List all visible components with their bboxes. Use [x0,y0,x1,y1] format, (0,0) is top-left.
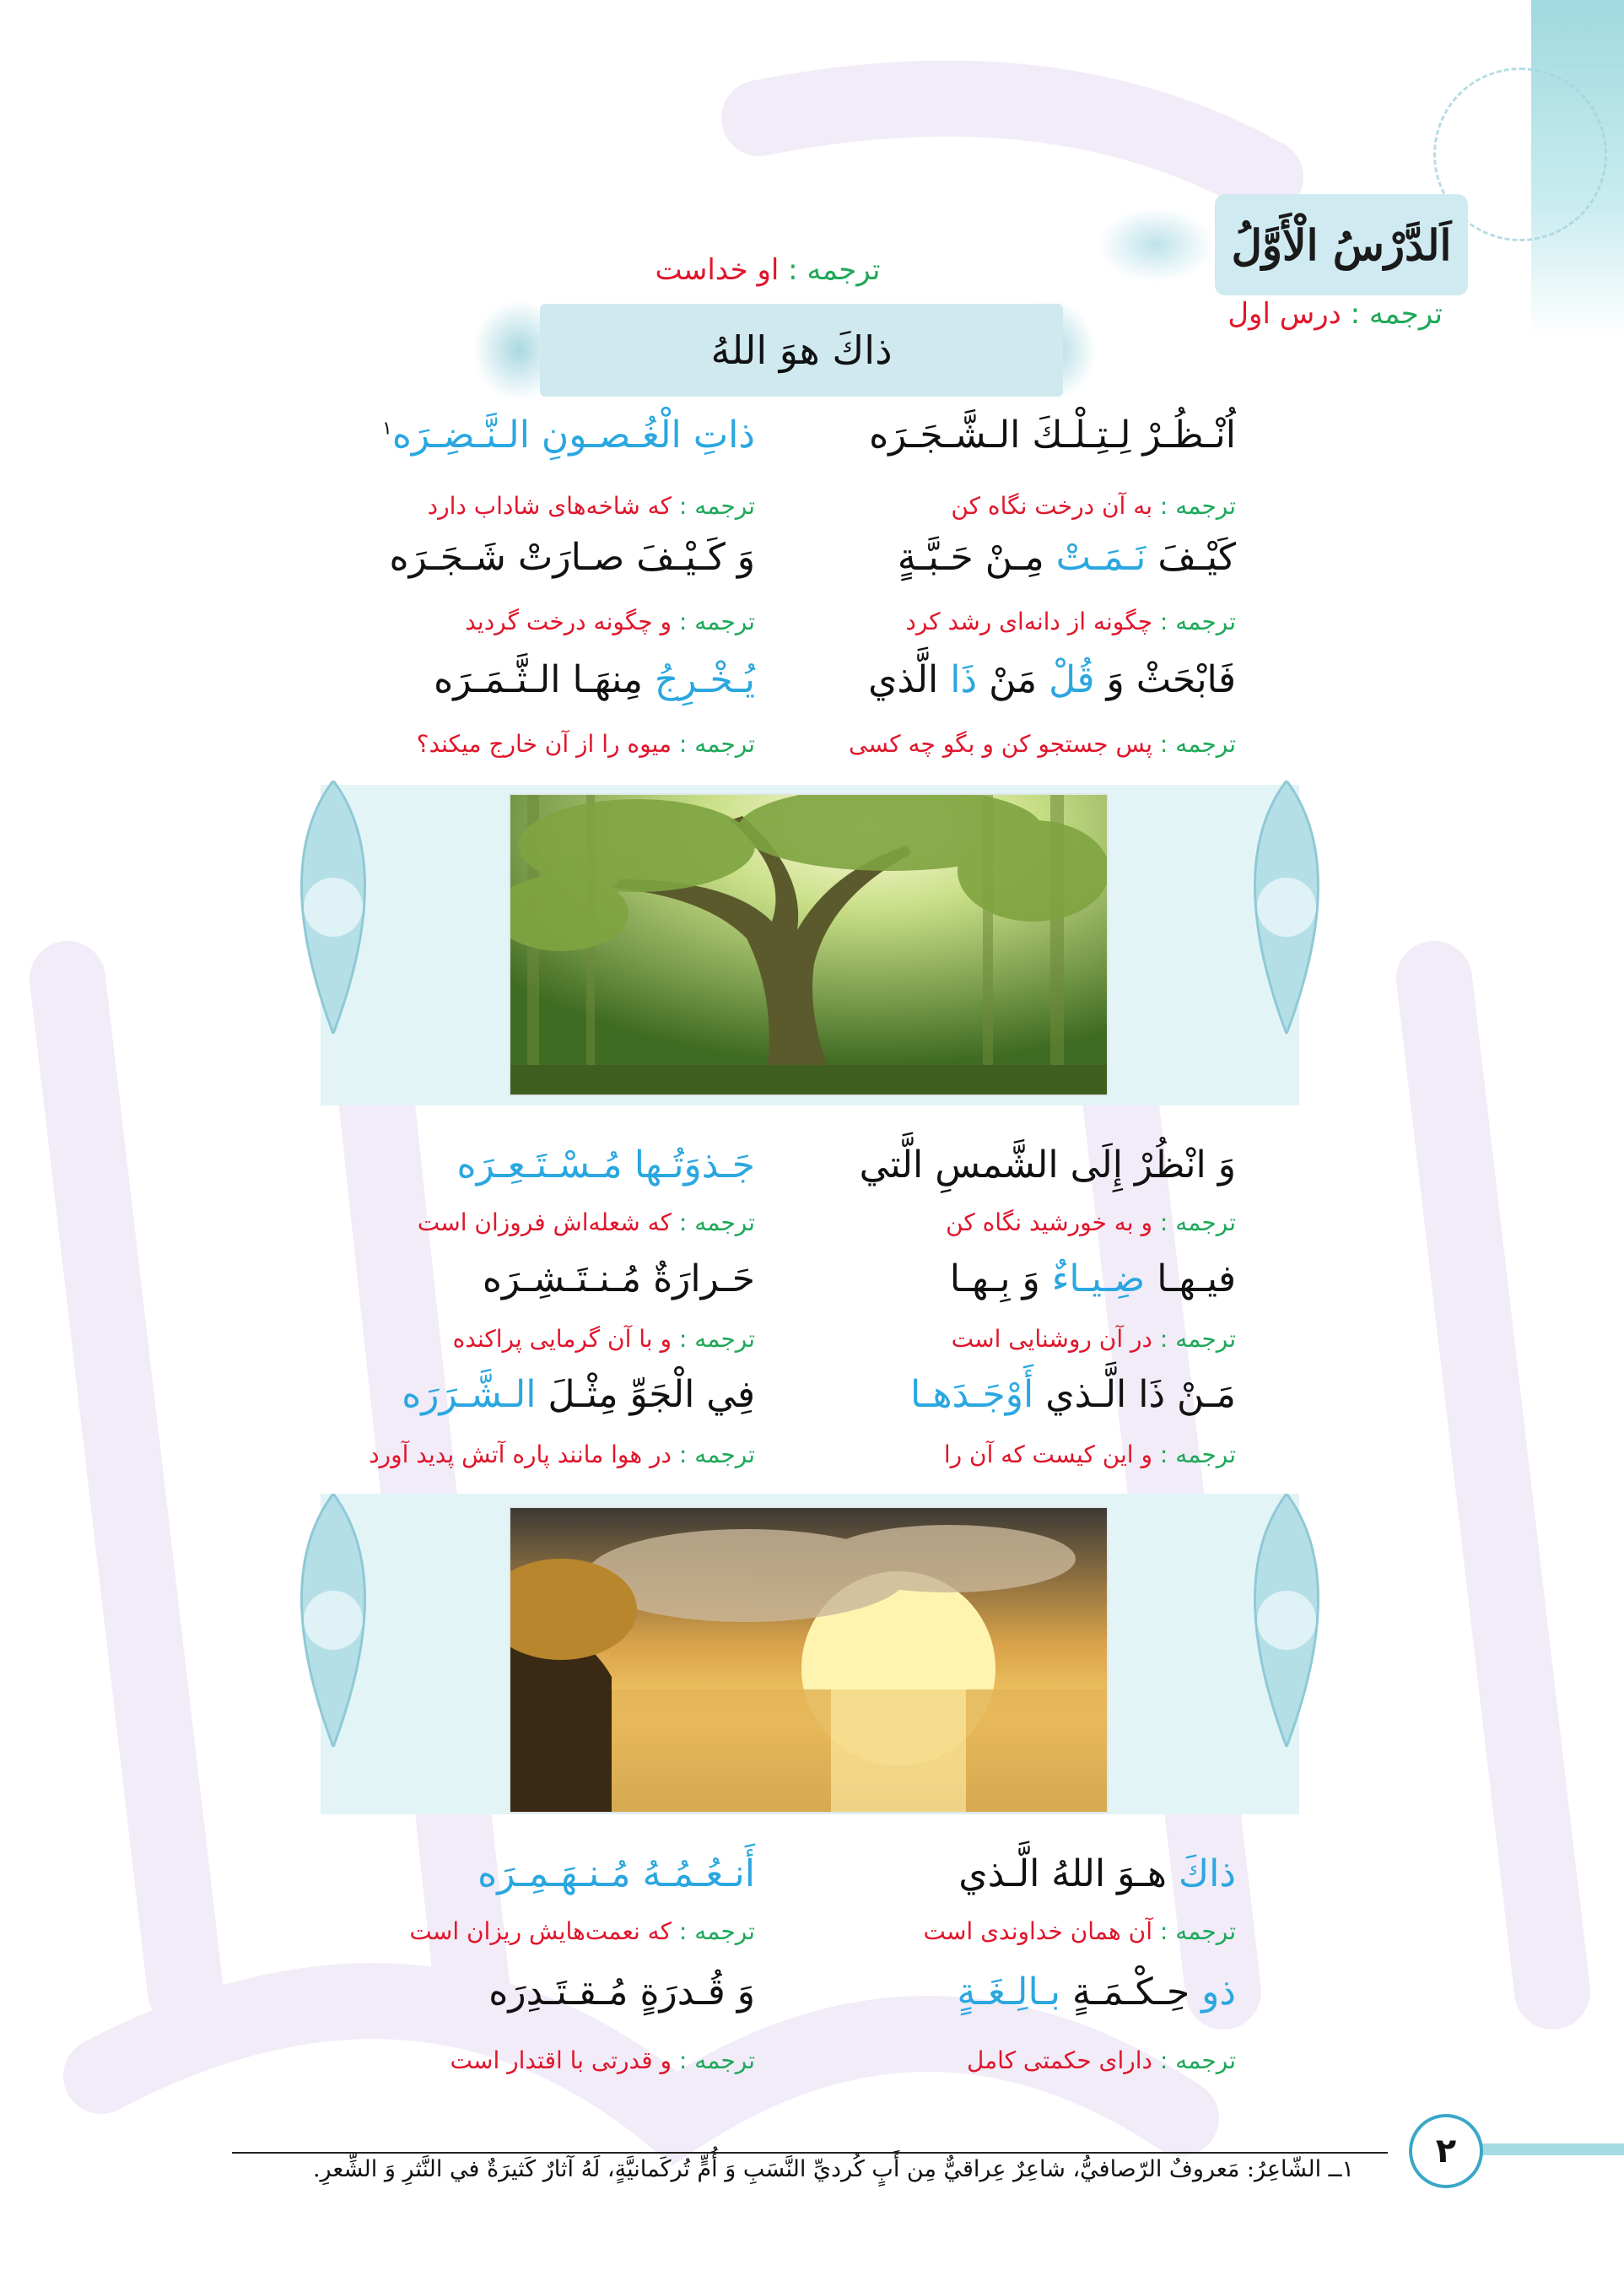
translation: ترجمه : و چگونه درخت گردید [465,608,755,635]
verse-line: جَـذوَتُـها مُـسْـتَـعِـرَه [456,1143,755,1187]
translation: ترجمه : میوه را از آن خارج میکند؟ [416,730,755,758]
translation: ترجمه : و با آن گرمایی پراکنده [452,1325,755,1353]
floral-ornament-left-icon [270,781,397,1034]
lesson-title: اَلدَّرْسُ الْأَوَّلُ [1231,219,1452,270]
verse-line: فِي الْجَوِّ مِثْـلَ الـشَّـرَرَه [402,1373,755,1416]
verse-line: وَ انْظُرْ إِلَى الشَّمسِ الَّتي [859,1143,1236,1187]
page-number-strip [1481,2143,1624,2155]
verse-line: حَـرارَةٌ مُـنـتَـشِـرَه [482,1257,755,1300]
verse-line: ذاكَ هـوَ اللهُ الَّـذي [958,1852,1236,1895]
translation: ترجمه : در هوا مانند پاره آتش پدید آورد [369,1441,755,1468]
verse-line: اُنْـظُـرْ لِـتِـلْـكَ الـشَّـجَـرَه [869,414,1236,457]
verse-line: مَـنْ ذَا الَّـذي أَوْجَـدَهـا [910,1373,1236,1416]
verse-line: أَنـعُـمُـهُ مُـنـهَـمِـرَه [477,1852,755,1895]
floral-ornament-right-icon [1223,1494,1350,1747]
verse-line: يُـخْـرِجُ مِنهَـا الـثَّـمَـرَه [434,658,755,701]
lesson-title-box [1215,194,1468,295]
footnote-mark: ۱ [382,418,392,440]
subtitle-box [540,304,1063,397]
footnote: ۱ــ الشّاعِرُ: مَعروفٌ الرّصافيُّ، شاعِرٌ عِراقيٌّ مِن أَبٍ كُرديِّ النَّسَبِ وَ أُمٍّ تُركَمانيَّةٍ، لَهُ آثارٌ كَثيرَةٌ في النَّثرِ وَ الشِّعرِ. [312,2156,1354,2182]
verse-line: وَ كَـيْـفَ صـارَتْ شَـجَـرَه [389,536,755,579]
sunset-image [509,1506,1109,1814]
translation: ترجمه : که شاخه‌های شاداب دارد [427,492,755,520]
subtitle-translation: ترجمه : او خداست [655,253,881,287]
verse-line: ذاتِ الْغُـصـونِ الـنَّـضِـرَه$^۱$ [382,414,755,457]
translation: ترجمه : و به خورشید نگاه کن [946,1208,1236,1236]
translation: ترجمه : در آن روشنایی است [951,1325,1236,1353]
verse-line: فَابْحَثْ وَ قُلْ مَنْ ذَا الَّذي [868,658,1236,701]
lesson-title-translation: ترجمه : درس اول [1227,297,1443,331]
translation: ترجمه : که نعمت‌هایش ریزان است [409,1917,755,1945]
subtitle: ذاكَ هوَ اللهُ [710,327,893,373]
verse-line: وَ قُـدرَةٍ مُـقـتَـدِرَه [488,1970,755,2014]
tree-image [509,793,1109,1096]
verse-line: كَيْـفَ نَـمَـتْ مِـنْ حَـبَّـةٍ [897,536,1236,579]
translation: ترجمه : آن همان خداوندی است [923,1917,1236,1945]
translation: ترجمه : دارای حکمتی کامل [966,2046,1236,2074]
floral-ornament-left-icon [270,1494,397,1747]
footnote-divider [232,2152,1388,2154]
title-ornament [1097,207,1215,283]
translation: ترجمه : به آن درخت نگاه کن [951,492,1236,520]
verse-line: فيـهـا ضِـيـاءٌ وَ بِـهـا [949,1257,1236,1300]
floral-ornament-right-icon [1223,781,1350,1034]
translation: ترجمه : که شعله‌اش فروزان است [417,1208,755,1236]
translation: ترجمه : پس جستجو کن و بگو چه کسی [848,730,1236,758]
translation: ترجمه : و این کیست که آن را [943,1441,1236,1468]
verse-line: ذو حِـكْـمَـةٍ بـالِـغَـةٍ [957,1970,1236,2014]
translation: ترجمه : چگونه از دانه‌ای رشد کرد [905,608,1236,635]
translation: ترجمه : و قدرتی با اقتدار است [450,2046,755,2074]
page-number: ۲ [1409,2114,1483,2188]
